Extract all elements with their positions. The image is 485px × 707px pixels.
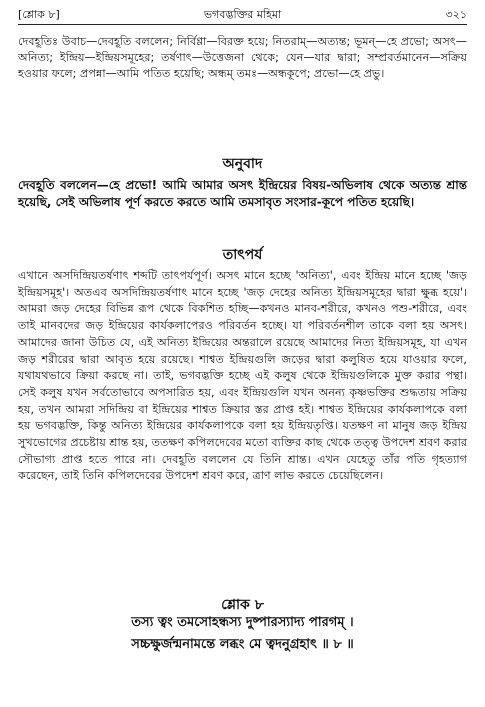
- translation-heading: অনুবাদ: [222, 156, 263, 172]
- page-number: ৩২১: [445, 8, 467, 21]
- translation-text: দেবহূতি বললেন—হে প্রভো! আমি আমার অসৎ ইন্দ্রিয়ের বিষয়-অভিলাষ থেকে অত্যন্ত শ্রান্ত হয়েছি, সেই অভিলাষ পূর্ণ করতে করতে আমি তমসাবৃত সংসার-কূপে পতিত হয়েছি।: [18, 178, 467, 209]
- purport-heading: তাৎপর্য: [222, 247, 263, 263]
- verse-line-1: তস্য ত্বং তমসোহন্ধস্য দুষ্পারস্যাদ্য পারগম্ ।: [131, 615, 354, 630]
- chapter-verse-ref: [শ্লোক ৮]: [18, 8, 60, 21]
- verse-label: শ্লোক ৮: [221, 597, 264, 613]
- verse-text: [18, 612, 467, 656]
- word-for-word-synonyms: দেবহূতিঃ উবাচ—দেবহূতি বললেন; নির্বিণ্ণা—বিরক্ত হয়ে; নিতরাম্—অত্যন্ত; ভূমন্—হে প্রভো; অসৎ—অনিত্য; ইন্দ্রিয়—ইন্দ্রিয়সমূহের; তর্ষণাৎ—উত্তেজনা থেকে; যেন—যার দ্বারা; সম্প্রবর্তমানেন—সক্রিয় হওয়ার ফলে; প্রপন্না—আমি পতিত হয়েছি; অন্ধম্ তমঃ—অন্ধকূপে; প্রভো—হে প্রভু।: [18, 35, 467, 80]
- page-header: [18, 2, 467, 25]
- verse-line-2: সচ্চক্ষুর্জন্মনামন্তে লব্ধং মে ত্বদনুগ্রহাৎ ॥ ৮ ॥: [131, 637, 354, 652]
- purport-text: এখানে অসদিন্দ্রিয়তর্ষণাৎ শব্দটি তাৎপর্যপূর্ণ। অসৎ মানে হচ্ছে 'অনিত্য', এবং ইন্দ্রিয় মানে হচ্ছে 'জড় ইন্দ্রিয়সমূহ'। অতএব অসদিন্দ্রিয়তর্ষণাৎ মানে হচ্ছে 'জড় দেহের অনিত্য ইন্দ্রিয়সমূহের দ্বারা ক্ষুব্ধ হয়ে'। আমরা জড় দেহের বিভিন্ন রূপ থেকে বিকশিত হচ্ছি—কখনও মানব-শরীরে, কখনও পশু-শরীরে, এবং তাই মানবদের জড় ইন্দ্রিয়ের কার্যকলাপেরও পরিবর্তন হচ্ছে। যা পরিবর্তনশীল তাকে বলা হয় অসৎ। আমাদের জানা উচিত যে, এই অনিত্য ইন্দ্রিয়ের অন্তরালে রয়েছে আমাদের নিত্য ইন্দ্রিয়সমূহ, যা এখন জড় শরীরের দ্বারা আবৃত হয়ে রয়েছে। শাশ্বত ইন্দ্রিয়গুলি জড়ের দ্বারা কলুষিত হয়ে যাওয়ার ফলে, যথাযথভাবে ক্রিয়া করছে না। তাই, ভগবদ্ভক্তি হচ্ছে এই কলুষ থেকে ইন্দ্রিয়গুলিকে মুক্ত করার পন্থা। সেই কলুষ যখন সর্বতোভাবে অপসারিত হয়, এবং ইন্দ্রিয়গুলি যখন অনন্য কৃষ্ণভক্তির শুদ্ধতায় সক্রিয় হয়, তখন আমরা সদিন্দ্রিয় বা ইন্দ্রিয়ের শাশ্বত ক্রিয়ার স্তর প্রাপ্ত হই। শাশ্বত ইন্দ্রিয়ের কার্যকলাপকে বলা হয় ভগবদ্ভক্তি, কিন্তু অনিত্য ইন্দ্রিয়ের কার্যকলাপকে বলা হয় ইন্দ্রিয়তৃপ্তি। যতক্ষণ না মানুষ জড় ইন্দ্রিয় সুখভোগের প্রচেষ্টায় শ্রান্ত হয়, ততক্ষণ কপিলদেবের মতো ব্যক্তির কাছ থেকে তত্ত্ব উপদেশ শ্রবণ করার সৌভাগ্য প্রাপ্ত হতে পারে না। দেবহূতি বললেন যে তিনি শ্রান্ত। এখন যেহেতু তাঁর পতি গৃহত্যাগ করেছেন, তাই তিনি কপিলদেবের উপদেশ শ্রবণ করে, ত্রাণ লাভ করতে চেয়েছিলেন।: [18, 269, 467, 483]
- running-title: ভগবদ্ভক্তির মহিমা: [203, 8, 282, 21]
